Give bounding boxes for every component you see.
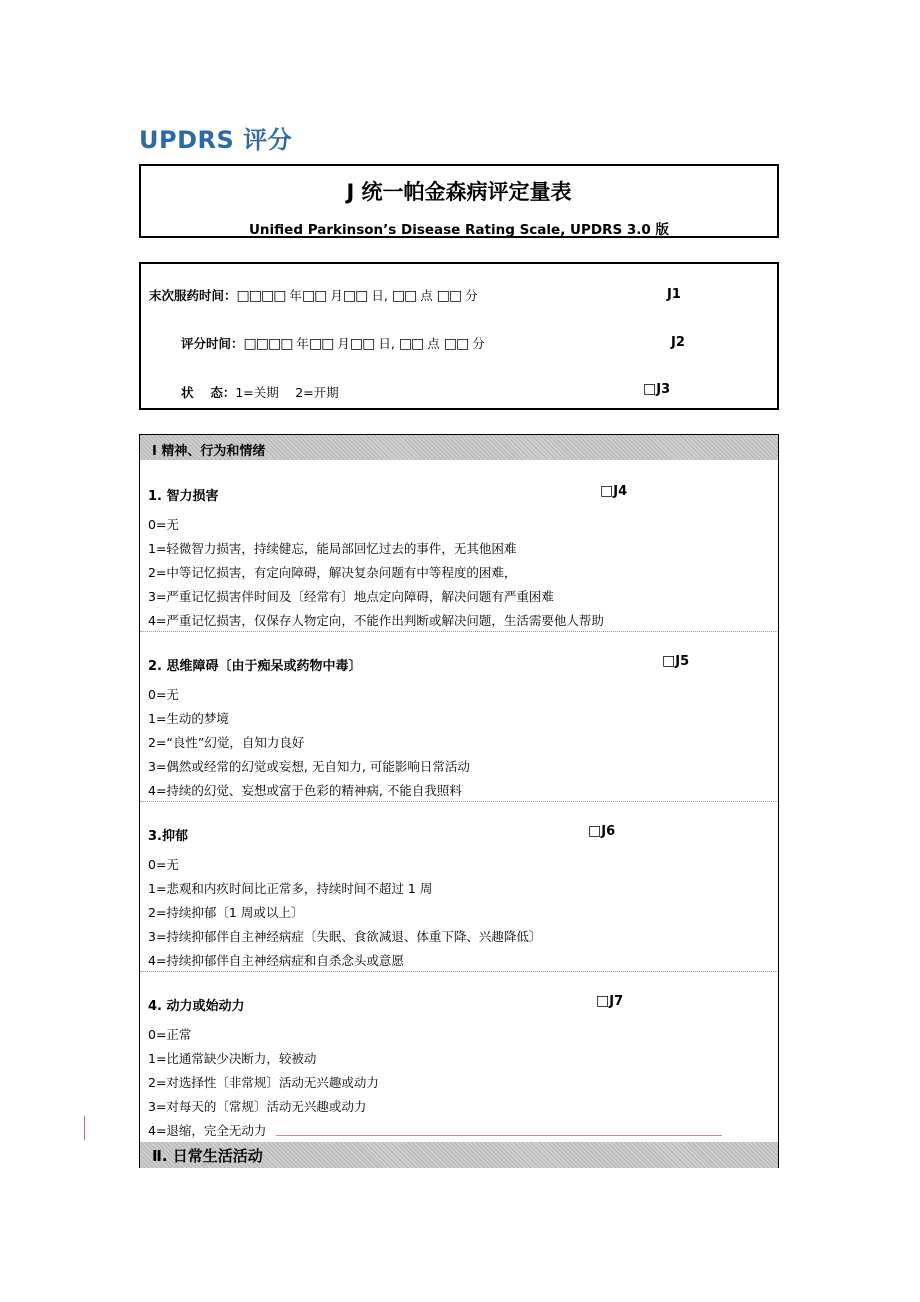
item-divider [140, 801, 778, 802]
item-1-title: 1. 智力损害 [148, 489, 219, 504]
item-2-code: □J5 [662, 653, 690, 669]
scale-subtitle: Unified Parkinson’s Disease Rating Scale, UPDRS 3.0 版 [248, 222, 670, 238]
hour-input[interactable]: □□ [398, 336, 424, 352]
section-1-header [140, 435, 778, 460]
checkbox-j6[interactable]: □ [588, 823, 602, 839]
item-4-option: 2=对选择性〔非常规〕活动无兴趣或动力 [148, 1075, 379, 1090]
item-2-title: 2. 思维障碍〔由于痴呆或药物中毒〕 [148, 659, 362, 674]
item-2-option: 0=无 [148, 687, 179, 702]
item-4-option: 4=退缩，完全无动力 [148, 1123, 267, 1138]
item-4-title: 4. 动力或始动力 [148, 999, 245, 1014]
month-input[interactable]: □□ [301, 288, 327, 304]
item-2-option: 3=偶然或经常的幻觉或妄想, 无自知力, 可能影响日常活动 [148, 759, 470, 774]
item-2-option: 2=“良性”幻觉，自知力良好 [148, 735, 305, 750]
item-1-option: 4=严重记忆损害，仅保存人物定向，不能作出判断或解决问题，生活需要他人帮助 [148, 613, 604, 628]
hour-input[interactable]: □□ [391, 288, 417, 304]
item-4-option: 0=正常 [148, 1027, 192, 1042]
state-row [181, 383, 339, 401]
last-dose-time-row: 末次服药时间：□□□□ 年□□ 月□□ 日, □□ 点 □□ 分 [149, 288, 478, 304]
state-label: 状 态： [181, 385, 236, 400]
checkbox-j4[interactable]: □ [600, 483, 614, 499]
rating-time-label: 评分时间： [181, 336, 244, 351]
revision-mark [84, 1116, 85, 1140]
code-j1: J1 [667, 287, 681, 302]
item-3-option: 1=悲观和内疚时间比正常多，持续时间不超过 1 周 [148, 881, 433, 896]
timing-box [139, 262, 779, 410]
section-box [139, 434, 779, 1168]
scale-title: J 统一帕金森病评定量表 [346, 180, 572, 204]
item-2-option: 1=生动的梦境 [148, 711, 229, 726]
minute-input[interactable]: □□ [436, 288, 462, 304]
section-2-heading: Ⅱ. 日常生活活动 [152, 1147, 263, 1165]
year-input[interactable]: □□□□ [243, 336, 293, 352]
day-input[interactable]: □□ [342, 288, 368, 304]
scale-title-box [139, 164, 779, 238]
last-dose-time-label: 末次服药时间： [149, 288, 237, 303]
month-input[interactable]: □□ [308, 336, 334, 352]
item-1-option: 3=严重记忆损害伴时间及〔经常有〕地点定向障碍，解决问题有严重困难 [148, 589, 554, 604]
item-3-option: 0=无 [148, 857, 179, 872]
item-3-option: 4=持续抑郁伴自主神经病症和自杀念头或意愿 [148, 953, 404, 968]
checkbox-j7[interactable]: □ [596, 993, 610, 1009]
rating-time-row: 评分时间：□□□□ 年□□ 月□□ 日, □□ 点 □□ 分 [181, 336, 485, 352]
item-3-code: □J6 [588, 823, 616, 839]
checkbox-j3[interactable]: □ [643, 381, 657, 397]
item-3-option: 2=持续抑郁〔1 周或以上〕 [148, 905, 304, 920]
state-options: 1=关期 2=开期 [235, 385, 339, 400]
item-2-option: 4=持续的幻觉、妄想或富于色彩的精神病, 不能自我照料 [148, 783, 462, 798]
section-1-heading: Ⅰ 精神、行为和情绪 [152, 444, 266, 459]
item-divider [140, 631, 778, 632]
item-4-code: □J7 [596, 993, 624, 1009]
code-j2: J2 [671, 335, 685, 350]
item-1-code: □J4 [600, 483, 628, 499]
item-1-option: 1=轻微智力损害，持续健忘，能局部回忆过去的事件，无其他困难 [148, 541, 517, 556]
item-1-option: 0=无 [148, 517, 179, 532]
underline-mark [276, 1135, 722, 1136]
item-3-option: 3=持续抑郁伴自主神经病症〔失眠、食欲减退、体重下降、兴趣降低〕 [148, 929, 542, 944]
item-divider [140, 971, 778, 972]
checkbox-j5[interactable]: □ [662, 653, 676, 669]
item-4-option: 1=比通常缺少决断力，较被动 [148, 1051, 317, 1066]
minute-input[interactable]: □□ [443, 336, 469, 352]
item-1-option: 2=中等记忆损害，有定向障碍，解决复杂问题有中等程度的困难， [148, 565, 517, 580]
year-input[interactable]: □□□□ [236, 288, 286, 304]
code-j3: □J3 [643, 381, 671, 397]
item-3-title: 3.抑郁 [148, 829, 188, 844]
day-input[interactable]: □□ [349, 336, 375, 352]
page-title: UPDRS 评分 [139, 126, 293, 154]
section-2-header [140, 1142, 778, 1168]
item-4-option: 3=对每天的〔常规〕活动无兴趣或动力 [148, 1099, 367, 1114]
